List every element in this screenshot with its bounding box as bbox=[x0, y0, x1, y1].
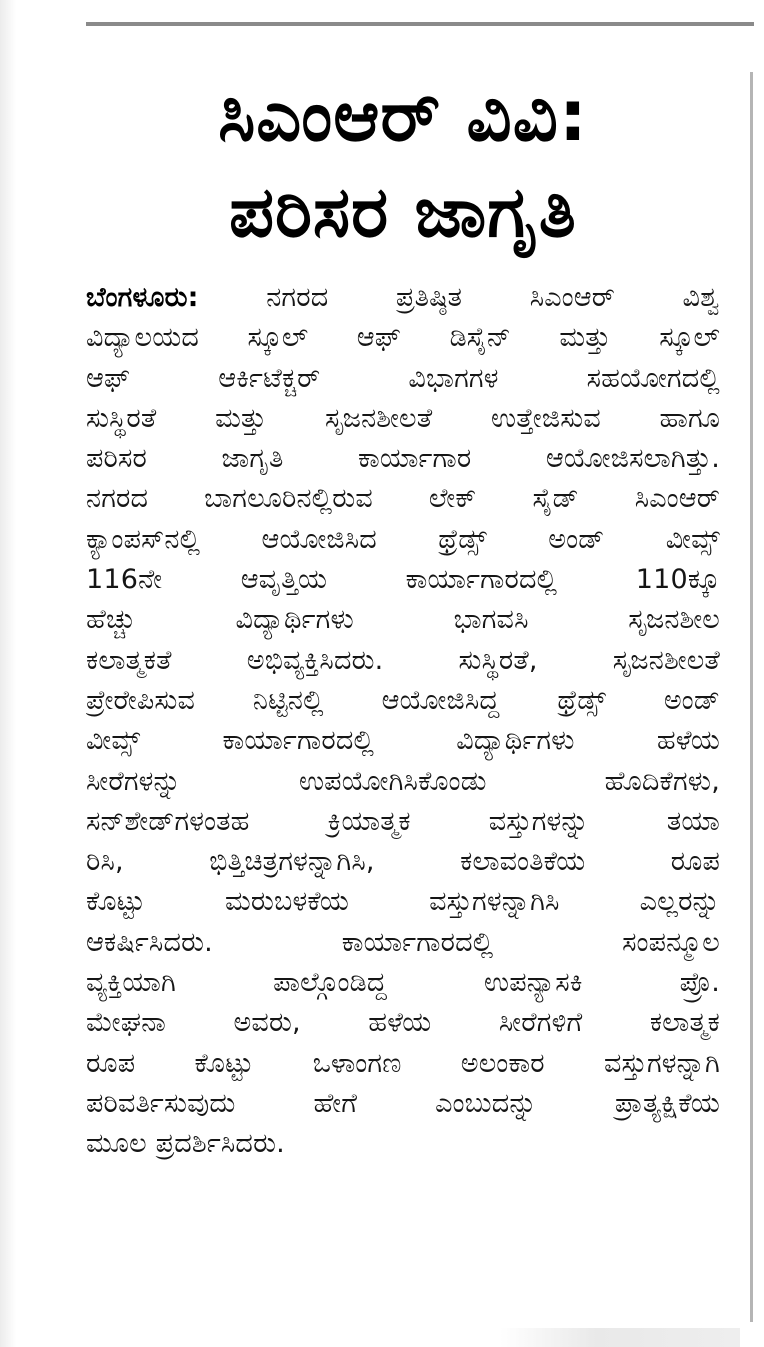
body-line-4: ಸುಸ್ಥಿರತೆ ಮತ್ತು ಸೃಜನಶೀಲತೆ ಉತ್ತೇಜಿಸುವ ಹಾಗೂ bbox=[86, 402, 720, 434]
faded-watermark bbox=[500, 1328, 740, 1347]
body-line-9: ಹೆಚ್ಚು ವಿದ್ಯಾರ್ಥಿಗಳು ಭಾಗವಸಿ ಸೃಜನಶೀಲ bbox=[86, 604, 720, 636]
headline-line-2: ಪರಿಸರ ಜಾಗೃತಿ bbox=[229, 171, 577, 253]
body-line-8: 116ನೇ ಆವೃತ್ತಿಯ ಕಾರ್ಯಾಗಾರದಲ್ಲಿ 110ಕ್ಕೂ bbox=[86, 564, 720, 596]
top-rule-divider bbox=[86, 22, 754, 26]
headline-line-1: ಸಿಎಂಆರ್ ವಿವಿ: bbox=[218, 75, 588, 157]
body-line-1 bbox=[86, 278, 720, 318]
article-body bbox=[86, 278, 720, 1165]
dateline: ಬೆಂಗಳೂರು: bbox=[86, 282, 199, 313]
body-line-11: ಪ್ರೇರೇಪಿಸುವ ನಿಟ್ಟಿನಲ್ಲಿ ಆಯೋಜಿಸಿದ್ದ ಥ್ರೆಡ್ಸ್ ಅಂಡ್ bbox=[86, 684, 720, 716]
body-line-17: ಆಕರ್ಷಿಸಿದರು. ಕಾರ್ಯಾಗಾರದಲ್ಲಿ ಸಂಪನ್ಮೂಲ bbox=[86, 926, 720, 958]
article-headline bbox=[86, 68, 720, 260]
body-line-6: ನಗರದ ಬಾಗಲೂರಿನಲ್ಲಿರುವ ಲೇಕ್ ಸೈಡ್ ಸಿಎಂಆರ್ bbox=[86, 483, 720, 515]
body-line-18: ವ್ಯಕ್ತಿಯಾಗಿ ಪಾಲ್ಗೊಂಡಿದ್ದ ಉಪನ್ಯಾಸಕಿ ಪ್ರೊ. bbox=[86, 967, 720, 999]
body-line-7: ಕ್ಯಾಂಪಸ್‌ನಲ್ಲಿ ಆಯೋಜಿಸಿದ ಥ್ರೆಡ್ಸ್ ಅಂಡ್ ವೀವ್ಸ್ bbox=[86, 523, 720, 555]
body-line-5: ಪರಿಸರ ಜಾಗೃತಿ ಕಾರ್ಯಾಗಾರ ಆಯೋಜಿಸಲಾಗಿತ್ತು. bbox=[86, 443, 720, 475]
body-line-3: ಆಫ್ ಆರ್ಕಿಟೆಕ್ಚರ್ ವಿಭಾಗಗಳ ಸಹಯೋಗದಲ್ಲಿ bbox=[86, 362, 720, 394]
body-line-21: ಪರಿವರ್ತಿಸುವುದು ಹೇಗೆ ಎಂಬುದನ್ನು ಪ್ರಾತ್ಯಕ್ಷಿಕೆಯ bbox=[86, 1087, 720, 1119]
body-line-19: ಮೇಘನಾ ಅವರು, ಹಳೆಯ ಸೀರೆಗಳಿಗೆ ಕಲಾತ್ಮಕ bbox=[86, 1007, 720, 1039]
body-line-15: ರಿಸಿ, ಭಿತ್ತಿಚಿತ್ರಗಳನ್ನಾಗಿಸಿ, ಕಲಾವಂತಿಕೆಯ ರೂಪ bbox=[86, 846, 720, 878]
news-article bbox=[86, 68, 720, 1165]
body-line-2: ವಿದ್ಯಾಲಯದ ಸ್ಕೂಲ್ ಆಫ್ ಡಿಸೈನ್ ಮತ್ತು ಸ್ಕೂಲ್ bbox=[86, 322, 720, 354]
body-line-12: ವೀವ್ಸ್ ಕಾರ್ಯಾಗಾರದಲ್ಲಿ ವಿದ್ಯಾರ್ಥಿಗಳು ಹಳೆಯ bbox=[86, 725, 720, 757]
body-line-20: ರೂಪ ಕೊಟ್ಟು ಒಳಾಂಗಣ ಅಲಂಕಾರ ವಸ್ತುಗಳನ್ನಾಗಿ bbox=[86, 1047, 720, 1079]
page-left-margin bbox=[0, 0, 16, 1347]
body-line-10: ಕಲಾತ್ಮಕತೆ ಅಭಿವ್ಯಕ್ತಿಸಿದರು. ಸುಸ್ಥಿರತೆ, ಸೃಜನಶೀಲತೆ bbox=[86, 644, 720, 676]
body-line-22: ಮೂಲ ಪ್ರದರ್ಶಿಸಿದರು. bbox=[86, 1128, 285, 1160]
body-line-1-text: ನಗರದ ಪ್ರತಿಷ್ಠಿತ ಸಿಎಂಆರ್ ವಿಶ್ವ bbox=[198, 282, 720, 313]
body-line-13: ಸೀರೆಗಳನ್ನು ಉಪಯೋಗಿಸಿಕೊಂಡು ಹೊದಿಕೆಗಳು, bbox=[86, 765, 720, 797]
body-line-16: ಕೊಟ್ಟು ಮರುಬಳಕೆಯ ವಸ್ತುಗಳನ್ನಾಗಿಸಿ ಎಲ್ಲರನ್ನು bbox=[86, 886, 720, 918]
column-right-rule bbox=[750, 72, 753, 1322]
body-line-14: ಸನ್‌ಶೇಡ್‌ಗಳಂತಹ ಕ್ರಿಯಾತ್ಮಕ ವಸ್ತುಗಳನ್ನು ತಯಾ bbox=[86, 805, 720, 837]
